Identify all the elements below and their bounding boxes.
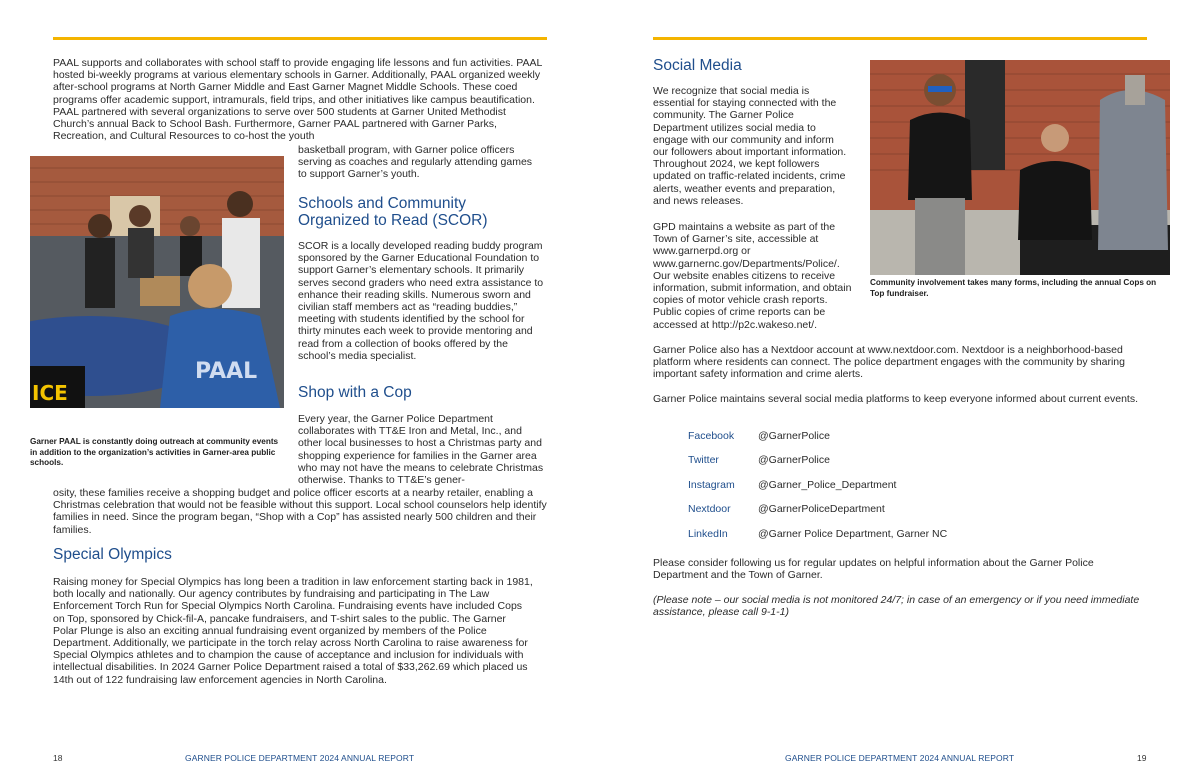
paal-event-photo <box>30 156 284 408</box>
platform-handle: @GarnerPolice <box>758 454 830 466</box>
scor-heading: Schools and Community Organized to Read (SCOR) <box>298 195 488 229</box>
paal-intro-text: PAAL supports and collaborates with school staff to provide engaging life lessons and fun activities. PAAL hosted bi-weekly programs at various elementary schools in Garner. Additionally, PAAL organized weekly after-school programs at North Garner Middle and East Garner Magnet Middle Schools. These coed programs offer academic support, intramurals, field trips, and other initiatives like campus beautification. PAAL partnered with several organizations to serve over 500 students at Garner United Methodist Church’s annual Back to School Bash. Furthermore, Garner PAAL partnered with Garner Parks, Recreation, and Cultural Resources to co-host the youth <box>53 57 542 143</box>
special-olympics-heading: Special Olympics <box>53 546 172 563</box>
platform-handle: @GarnerPolice <box>758 430 830 442</box>
social-media-intro: We recognize that social media is essential for staying connected with the community. The Garner Police Department utilizes social media to engage with our community and inform our followers about important information. Throughout 2024, we kept followers updated on traffic-related incidents, crime alerts, weather events and preparation, and news releases. <box>653 85 847 207</box>
platform-row-linkedin <box>688 528 947 540</box>
right-page <box>600 0 1200 776</box>
platform-row-nextdoor <box>688 503 885 515</box>
platform-row-facebook <box>688 430 830 442</box>
report-footer: GARNER POLICE DEPARTMENT 2024 ANNUAL REPORT <box>185 753 415 763</box>
platform-name[interactable]: Facebook <box>688 430 735 442</box>
shop-with-a-cop-body-continued: osity, these families receive a shopping budget and police officer escorts at a nearby retailer, enabling a Christmas celebration that would not be feasible without this support. Local school counselors help identify families in need. Since the program began, “Shop with a Cop” has assisted nearly 500 children and their families. <box>53 487 547 536</box>
website-paragraph: GPD maintains a website as part of the Town of Garner’s site, accessible at www.garnerpd.org or www.garnernc.gov/Departments/Police/. Our website enables citizens to receive information, submit information, and obtain copies of motor vehicle crash reports. Public copies of crime reports can be accessed at http://p2c.wakeso.net/. <box>653 221 852 331</box>
emergency-note: (Please note – our social media is not monitored 24/7; in case of an emergency or if you need immediate assistance, please call 9-1-1) <box>653 594 1140 619</box>
platform-row-twitter <box>688 454 830 466</box>
page-number: 19 <box>1137 753 1147 763</box>
paal-intro-continued: basketball program, with Garner police officers serving as coaches and regularly attending games to support Garner’s youth. <box>298 144 533 181</box>
shop-with-a-cop-heading: Shop with a Cop <box>298 384 412 401</box>
platform-name[interactable]: Instagram <box>688 479 735 491</box>
follow-paragraph: Please consider following us for regular updates on helpful information about the Garner Police Department and the Town of Garner. <box>653 557 1094 582</box>
paal-event-image <box>30 156 284 408</box>
svg-text:ICE: ICE <box>32 381 68 405</box>
special-olympics-body: Raising money for Special Olympics has long been a tradition in law enforcement starting back in 1981, both locally and nationally. Our agency contributes by fundraising and participating in The Law Enforcement Torch Run for Special Olympics North Carolina. Fundraising events have included Cops on Top, sponsored by Chick-fil-A, pancake fundraisers, and T-shirt sales to the public. The Garner Polar Plunge is also an exciting annual fundraising event organized by members of the Police Department. Additionally, we participate in the torch relay across North Carolina to raise awareness for Special Olympics athletes and to champion the cause of acceptance and inclusion for individuals with intellectual disabilities. In 2024 Garner Police Department raised a total of $33,262.69 which placed us 14th out of 122 fundraising law enforcement agencies in North Carolina. <box>53 576 533 686</box>
platform-row-instagram <box>688 479 896 491</box>
report-footer: GARNER POLICE DEPARTMENT 2024 ANNUAL REPORT <box>785 753 1015 763</box>
platform-handle: @Garner Police Department, Garner NC <box>758 528 948 540</box>
platform-name[interactable]: LinkedIn <box>688 528 728 540</box>
top-accent-rule <box>53 37 547 40</box>
nextdoor-paragraph: Garner Police also has a Nextdoor account at www.nextdoor.com. Nextdoor is a neighborhood-based platform where residents can connect. The police department engages with the community by sharing important safety information and crime alerts. <box>653 344 1125 381</box>
platforms-intro: Garner Police maintains several social media platforms to keep everyone informed about current events. <box>653 393 1138 405</box>
cops-on-top-caption: Community involvement takes many forms, including the annual Cops on Top fundraiser. <box>870 278 1157 298</box>
top-accent-rule <box>653 37 1147 40</box>
platform-handle: @GarnerPoliceDepartment <box>758 503 885 515</box>
svg-text:PAAL: PAAL <box>195 359 258 384</box>
cops-on-top-photo <box>870 60 1170 275</box>
scor-body: SCOR is a locally developed reading buddy program sponsored by the Garner Educational Foundation to support Garner’s elementary schools. It primarily serves second graders who need extra assistance to enhance their reading skills. Numerous sworn and civilian staff members act as “reading buddies,” meeting with students identified by the school for thirty minutes each week to provide mentoring and read from a collection of books offered by the school’s media specialist. <box>298 240 544 362</box>
platform-name[interactable]: Twitter <box>688 454 719 466</box>
platform-name[interactable]: Nextdoor <box>688 503 731 515</box>
shop-with-a-cop-body: Every year, the Garner Police Department collaborates with TT&E Iron and Metal, Inc., and other local businesses to host a Christmas party and shopping experience for families in the Garner area who may not have the means to celebrate Christmas otherwise. Thanks to TT&E’s gener- <box>298 413 544 487</box>
page-number: 18 <box>53 753 63 763</box>
social-media-heading: Social Media <box>653 57 742 74</box>
platform-handle: @Garner_Police_Department <box>758 479 897 491</box>
paal-photo-caption: Garner PAAL is constantly doing outreach at community events in addition to the organization’s activities in Garner-area public schools. <box>30 437 279 467</box>
cops-on-top-image <box>870 60 1170 275</box>
